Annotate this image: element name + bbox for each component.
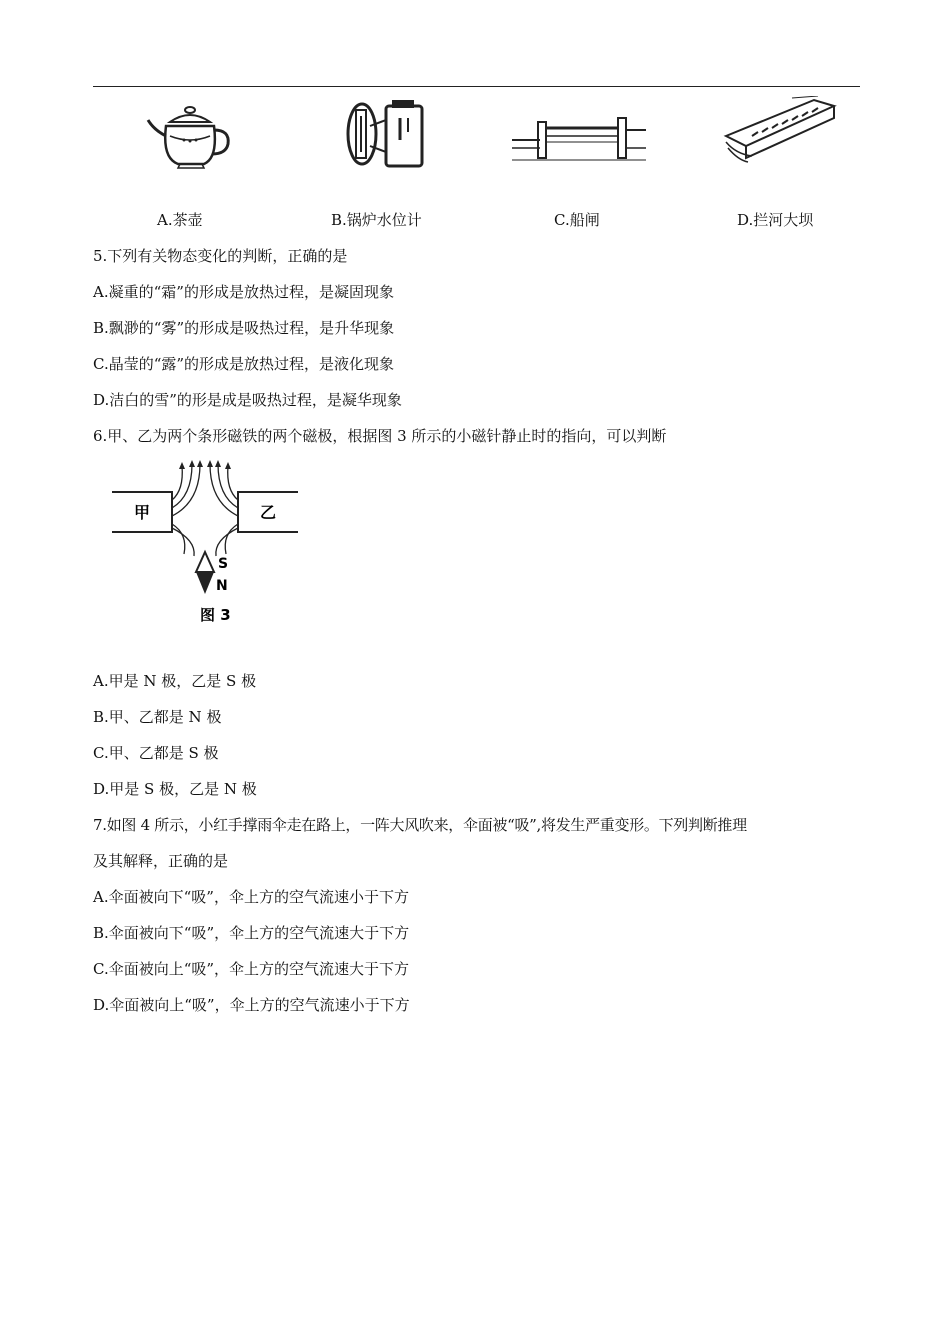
figure-3-caption: 图 3 (200, 606, 231, 624)
boiler-gauge-illustration (340, 96, 432, 172)
q5-option-b: B.飘渺的“雾”的形成是吸热过程，是升华现象 (93, 319, 395, 337)
caption-teapot: A.茶壶 (157, 211, 203, 229)
q5-stem: 5.下列有关物态变化的判断，正确的是 (93, 247, 348, 265)
top-rule (93, 86, 860, 87)
q6-option-b: B.甲、乙都是 N 极 (93, 708, 222, 726)
q6-stem: 6.甲、乙为两个条形磁铁的两个磁极，根据图 3 所示的小磁针静止时的指向，可以判断 (93, 427, 667, 445)
q5-option-c: C.晶莹的“露”的形成是放热过程，是液化现象 (93, 355, 395, 373)
magnet-right-label: 乙 (259, 503, 277, 522)
q7-option-b: B.伞面被向下“吸”，伞上方的空气流速大于下方 (93, 924, 410, 942)
needle-s-label: S (218, 556, 229, 572)
caption-boiler-gauge: B.锅炉水位计 (331, 211, 422, 229)
q5-option-a: A.凝重的“霜”的形成是放热过程，是凝固现象 (93, 283, 394, 301)
q6-option-c: C.甲、乙都是 S 极 (93, 744, 219, 762)
magnet-field-figure (108, 460, 303, 630)
ship-lock-illustration (510, 108, 648, 164)
q7-stem-line2: 及其解释，正确的是 (93, 852, 229, 870)
caption-ship-lock: C.船闸 (554, 211, 600, 229)
caption-river-dam: D.拦河大坝 (737, 211, 814, 229)
teapot-illustration (142, 100, 234, 172)
q6-option-d: D.甲是 S 极，乙是 N 极 (93, 780, 257, 798)
magnet-left-label: 甲 (133, 503, 151, 522)
river-dam-illustration (722, 96, 838, 166)
q7-stem-line1: 7.如图 4 所示，小红手撑雨伞走在路上，一阵大风吹来，伞面被“吸”,将发生严重变形。下列判断推理 (93, 816, 747, 834)
q6-option-a: A.甲是 N 极，乙是 S 极 (93, 672, 257, 690)
needle-n-label: N (216, 578, 228, 594)
q7-option-d: D.伞面被向上“吸”，伞上方的空气流速小于下方 (93, 996, 410, 1014)
q7-option-c: C.伞面被向上“吸”，伞上方的空气流速大于下方 (93, 960, 410, 978)
q7-option-a: A.伞面被向下“吸”，伞上方的空气流速小于下方 (93, 888, 409, 906)
q5-option-d: D.洁白的雪”的形是成是吸热过程，是凝华现象 (93, 391, 402, 409)
